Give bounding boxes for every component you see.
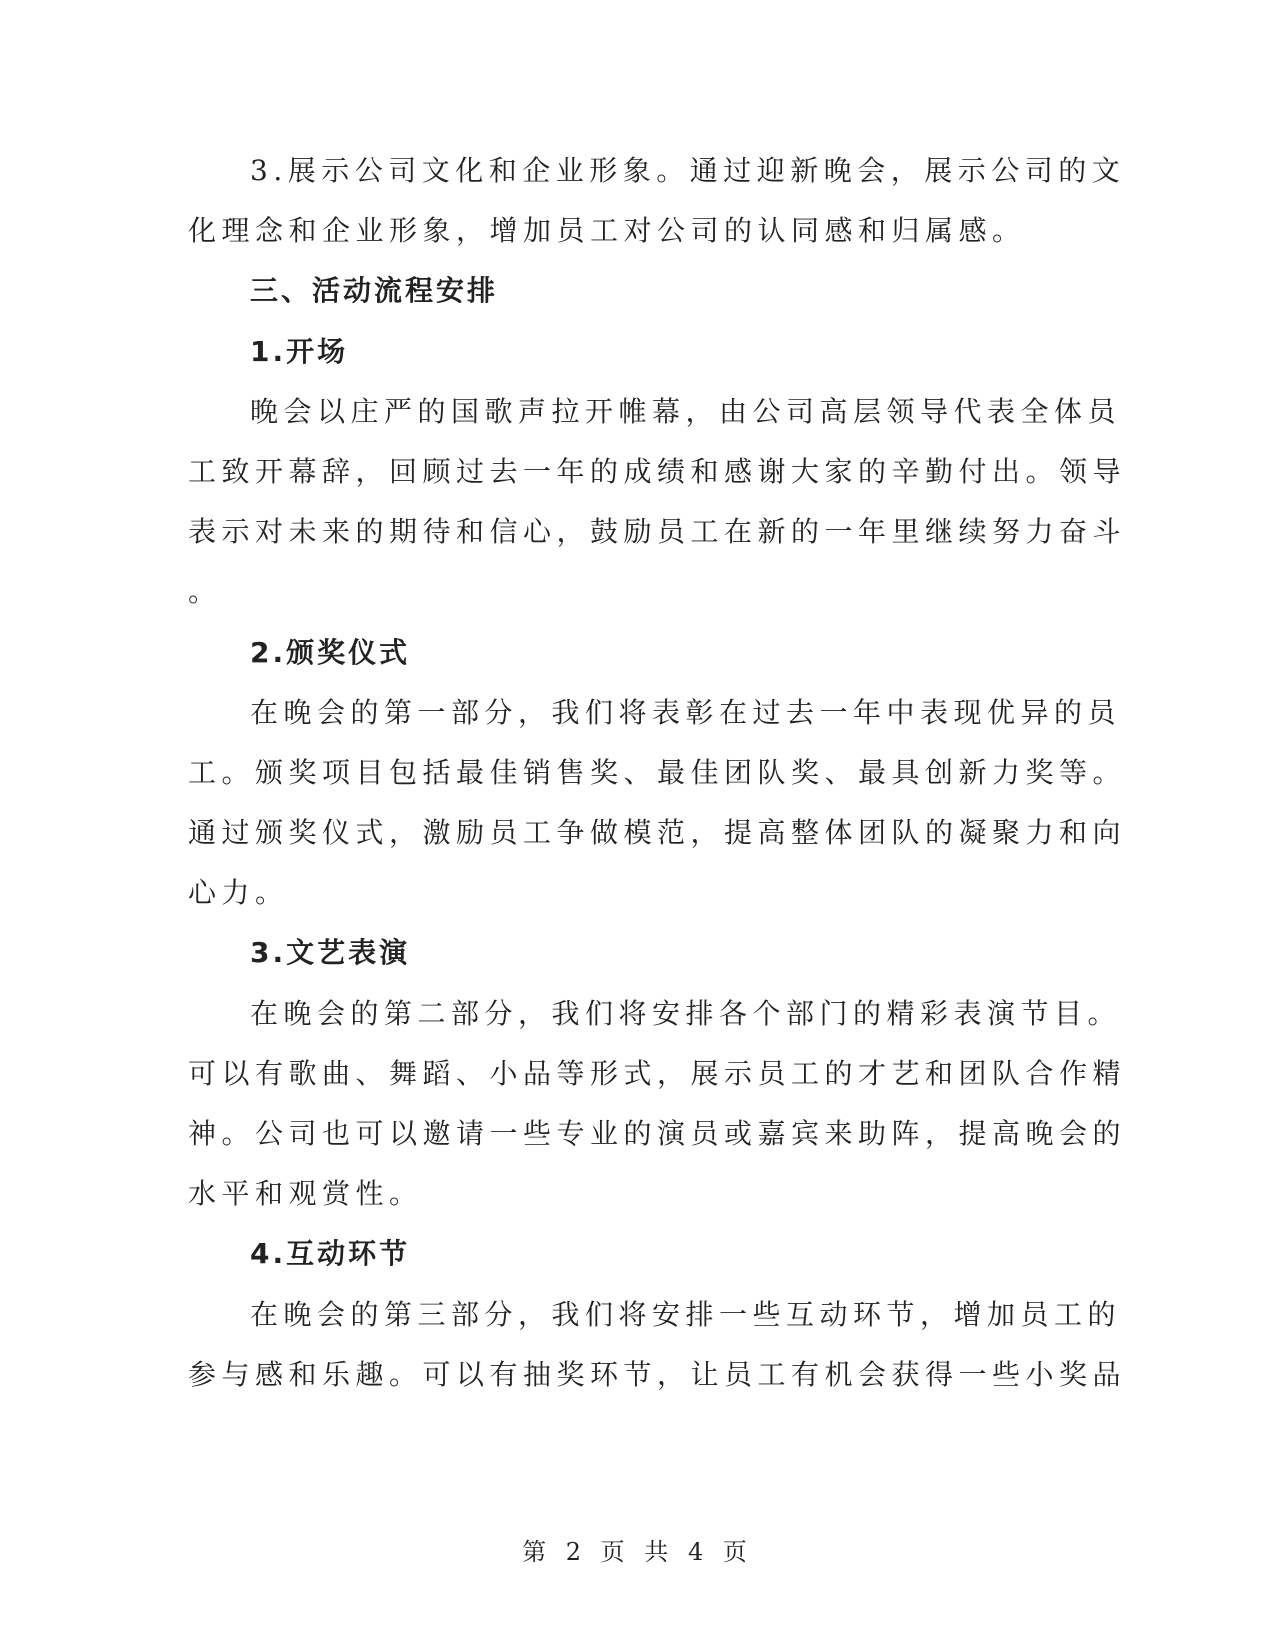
document-body bbox=[188, 141, 1127, 1405]
page-number-label: 第 2 页 共 4 页 bbox=[522, 1538, 753, 1566]
body-line: 参与感和乐趣。可以有抽奖环节，让员工有机会获得一些小奖品 bbox=[188, 1357, 1127, 1391]
body-line: 心力。 bbox=[188, 876, 289, 910]
body-line: 在晚会的第三部分，我们将安排一些互动环节，增加员工的 bbox=[250, 1297, 1122, 1331]
body-line: 3.展示公司文化和企业形象。通过迎新晚会，展示公司的文 bbox=[250, 154, 1126, 187]
body-line: 工致开幕辞，回顾过去一年的成绩和感谢大家的辛勤付出。领导 bbox=[188, 454, 1127, 488]
subsection-heading: 1.开场 bbox=[250, 334, 349, 368]
body-line: 在晚会的第二部分，我们将安排各个部门的精彩表演节目。 bbox=[250, 996, 1122, 1030]
subsection-heading: 2.颁奖仪式 bbox=[250, 635, 411, 669]
body-line: 在晚会的第一部分，我们将表彰在过去一年中表现优异的员 bbox=[250, 695, 1122, 729]
body-line: 化理念和企业形象，增加员工对公司的认同感和归属感。 bbox=[188, 214, 1026, 248]
body-line: 工。颁奖项目包括最佳销售奖、最佳团队奖、最具创新力奖等。 bbox=[188, 755, 1127, 789]
body-line: 可以有歌曲、舞蹈、小品等形式，展示员工的才艺和团队合作精 bbox=[188, 1056, 1127, 1090]
section-heading: 三、活动流程安排 bbox=[250, 274, 499, 308]
body-line: 。 bbox=[188, 575, 222, 609]
body-line: 通过颁奖仪式，激励员工争做模范，提高整体团队的凝聚力和向 bbox=[188, 816, 1127, 850]
body-line: 水平和观赏性。 bbox=[188, 1177, 423, 1211]
body-line: 表示对未来的期待和信心，鼓励员工在新的一年里继续努力奋斗 bbox=[188, 515, 1127, 549]
subsection-heading: 4.互动环节 bbox=[250, 1237, 411, 1271]
subsection-heading: 3.文艺表演 bbox=[250, 936, 411, 970]
page-footer bbox=[0, 1532, 1275, 1567]
body-line: 晚会以庄严的国歌声拉开帷幕，由公司高层领导代表全体员 bbox=[250, 394, 1122, 428]
body-line: 神。公司也可以邀请一些专业的演员或嘉宾来助阵，提高晚会的 bbox=[188, 1117, 1127, 1150]
